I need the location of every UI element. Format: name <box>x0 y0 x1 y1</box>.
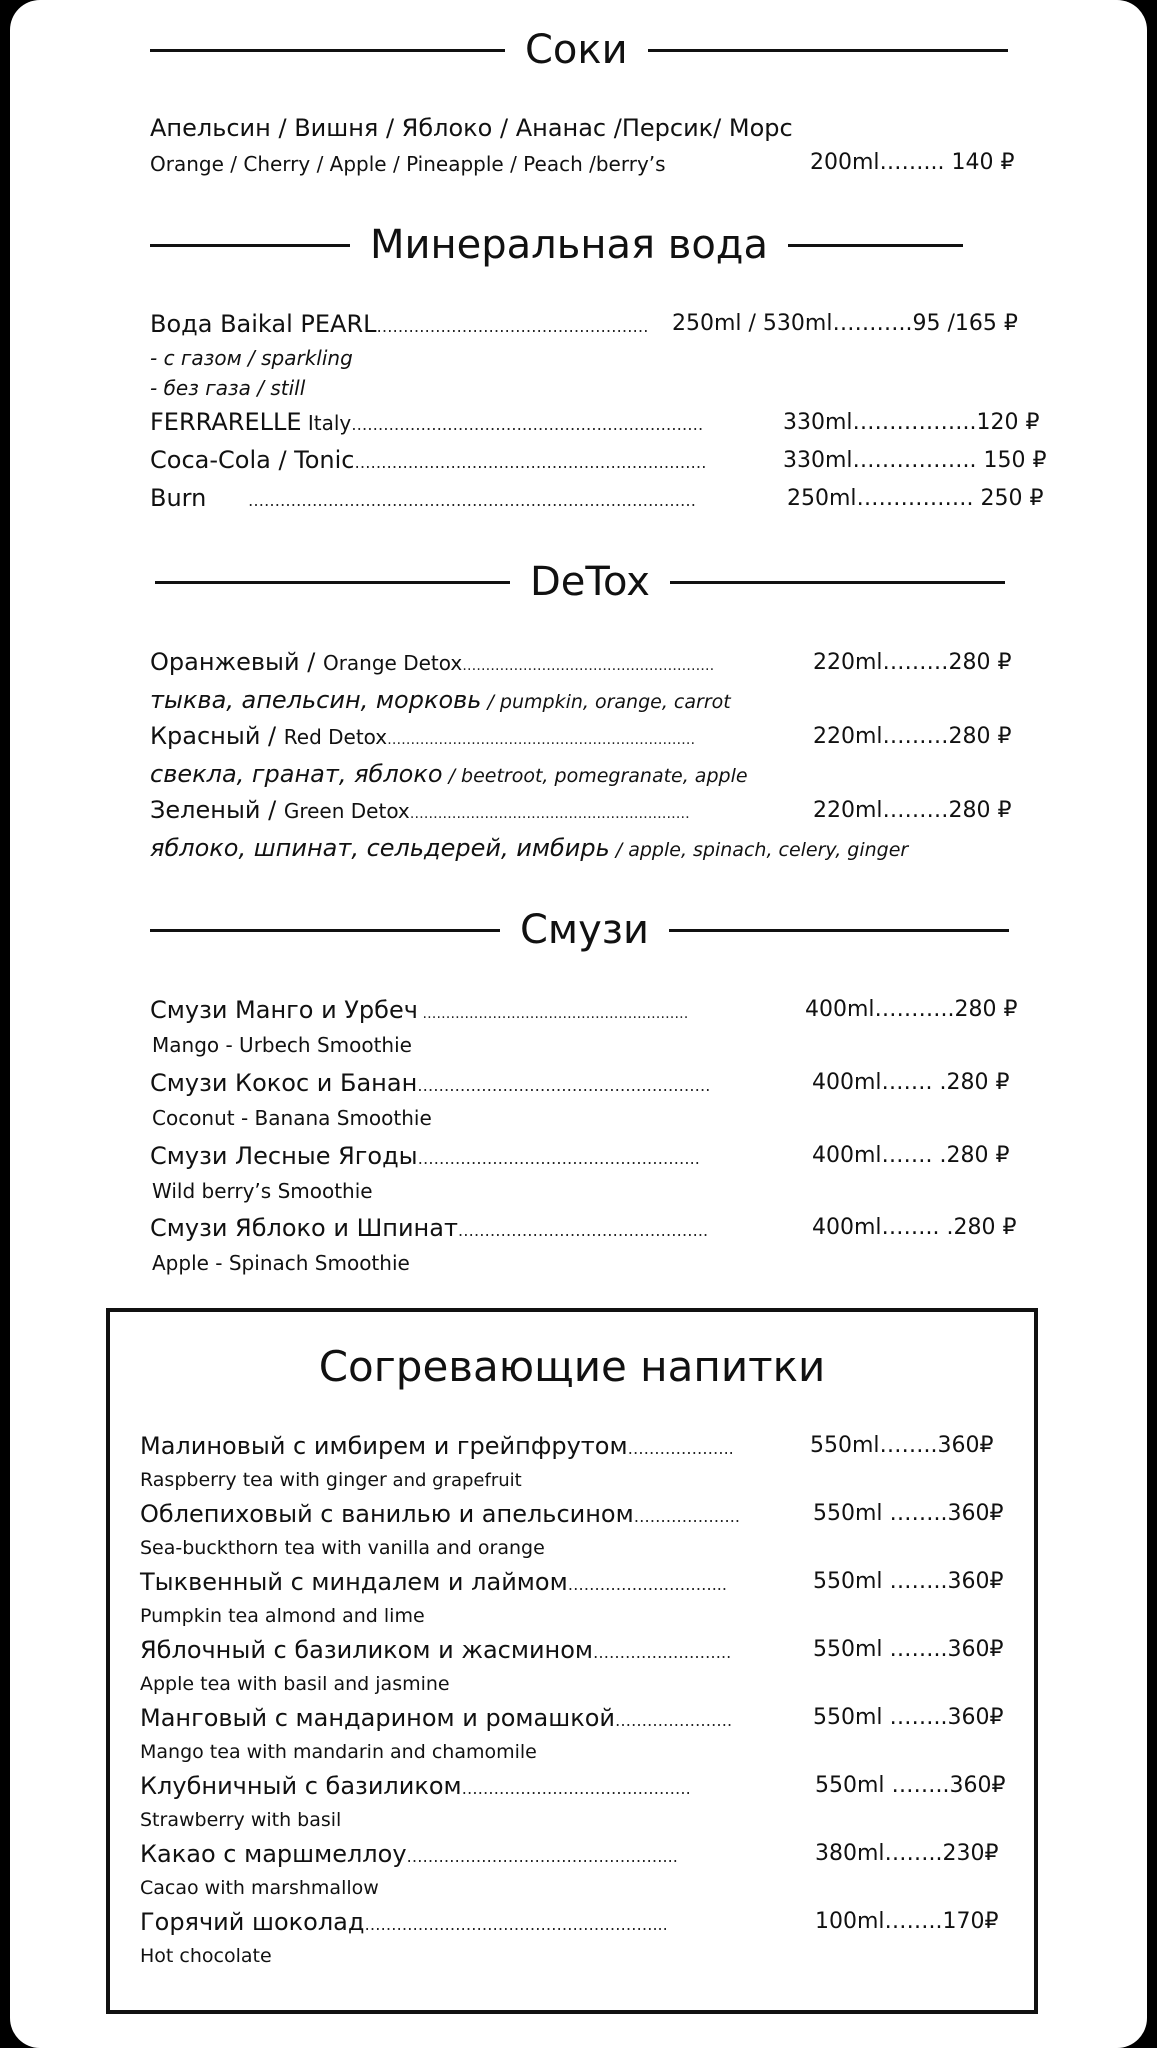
item-price: 400ml……. .280 ₽ <box>812 1143 1010 1168</box>
item-price: 550ml……..360₽ <box>810 1433 994 1458</box>
item-name: Смузи Яблоко и Шпинат <box>150 1214 458 1242</box>
menu-item <box>150 1214 708 1242</box>
heading-rule-right <box>788 244 963 247</box>
heading-rule-right <box>669 929 1009 932</box>
item-price: 550ml ……..360₽ <box>815 1773 1006 1798</box>
menu-item: Малиновый с имбирем и грейпфрутом……………….. <box>140 1432 734 1460</box>
item-origin: Italy <box>301 411 352 435</box>
menu-item: Манговый с мандарином и ромашкой…………………. <box>140 1704 733 1732</box>
leader-dots: ………………………………………………………… <box>387 732 696 748</box>
item-name: FERRARELLE <box>150 408 302 436</box>
menu-item <box>150 996 688 1024</box>
leader-dots: ………………………………………………………………………… <box>248 491 696 510</box>
item-price: 330ml……………..120 ₽ <box>783 410 1040 435</box>
section-heading-detox <box>10 552 1147 612</box>
leader-dots: ………………………………………………………… <box>351 415 704 434</box>
item-price: 550ml ……..360₽ <box>813 1501 1004 1526</box>
section-heading-mineral <box>10 215 1147 275</box>
section-heading-smoothie <box>10 900 1147 960</box>
item-name-en: Raspberry tea with ginger and grapefruit <box>140 1469 522 1491</box>
menu-item <box>150 1069 710 1097</box>
item-name-en: Wild berry’s Smoothie <box>152 1179 373 1203</box>
leader-dots: ………………………………………………… <box>417 1006 689 1022</box>
menu-item <box>150 796 690 824</box>
section-title: Согревающие напитки <box>318 1342 826 1391</box>
juices-list-ru: Апельсин / Вишня / Яблоко / Ананас /Персик/ Морс <box>150 114 793 142</box>
item-name: Смузи Лесные Ягоды <box>150 1142 418 1170</box>
item-name-en: Strawberry with basil <box>140 1809 342 1831</box>
item-ingredients: яблоко, шпинат, сельдерей, имбирь / apple, spinach, celery, ginger <box>150 834 909 862</box>
menu-item: Облепиховый с ванилью и апельсином……………….. <box>140 1500 740 1528</box>
heading-rule-right <box>648 49 1008 52</box>
item-name: Оранжевый / <box>150 648 323 676</box>
item-price: 100ml……..170₽ <box>815 1909 999 1934</box>
item-price: 330ml…………….. 150 ₽ <box>783 448 1047 473</box>
item-name-en: Red Detox <box>283 725 388 749</box>
menu-item <box>150 310 649 338</box>
leader-dots: ……………………………………………… <box>462 658 715 674</box>
menu-item: Тыквенный с миндалем и лаймом………………………... <box>140 1568 727 1596</box>
menu-item <box>150 722 695 750</box>
item-ingredients: тыква, апельсин, морковь / pumpkin, orange, carrot <box>150 686 731 714</box>
item-name-en: Mango tea with mandarin and chamomile <box>140 1741 537 1763</box>
juices-list-en: Orange / Cherry / Apple / Pineapple / Peach /berry’s <box>150 152 666 176</box>
section-title: Соки <box>525 27 628 73</box>
section-heading-juices <box>10 20 1147 80</box>
item-price: 380ml……..230₽ <box>815 1841 999 1866</box>
item-price: 400ml………..280 ₽ <box>805 997 1018 1022</box>
option-sparkling: - с газом / sparkling <box>150 346 353 370</box>
menu-item <box>150 446 707 474</box>
item-ingredients: свекла, гранат, яблоко / beetroot, pomegranate, apple <box>150 760 748 788</box>
leader-dots: ………………………………………………………… <box>354 453 707 472</box>
item-name-en: Cacao with marshmallow <box>140 1877 379 1899</box>
menu-item <box>150 1142 700 1170</box>
menu-item <box>150 408 703 436</box>
heading-rule-right <box>670 581 1005 584</box>
item-name: Зеленый / <box>150 796 284 824</box>
item-price: 400ml…….. .280 ₽ <box>812 1215 1017 1240</box>
item-name-en: Sea-buckthorn tea with vanilla and orange <box>140 1537 545 1559</box>
heading-rule-left <box>150 929 500 932</box>
item-name-en: Coconut - Banana Smoothie <box>152 1106 432 1130</box>
warming-drinks-box <box>106 1308 1038 2014</box>
leader-dots: …………………………………………….. <box>417 1149 700 1168</box>
item-name: Burn <box>150 484 207 512</box>
item-name-en: Green Detox <box>283 799 410 823</box>
item-name-en: Apple - Spinach Smoothie <box>152 1251 410 1275</box>
section-title: DeTox <box>530 559 650 605</box>
leader-dots: …………………………………………………… <box>409 806 690 822</box>
leader-dots: ……………………………………….. <box>457 1221 709 1240</box>
item-price: 550ml ……..360₽ <box>813 1705 1004 1730</box>
menu-item: Горячий шоколад………………………………………………... <box>140 1908 668 1936</box>
menu-item <box>150 648 714 676</box>
item-price: 220ml………280 ₽ <box>813 724 1012 749</box>
section-title: Смузи <box>520 907 650 953</box>
item-price: 220ml………280 ₽ <box>813 798 1012 823</box>
item-name: Смузи Кокос и Банан <box>150 1069 418 1097</box>
item-price: 550ml ……..360₽ <box>813 1569 1004 1594</box>
item-name-en: Hot chocolate <box>140 1945 272 1967</box>
option-still: - без газа / still <box>150 376 306 400</box>
item-price: 400ml……. .280 ₽ <box>812 1070 1010 1095</box>
item-name: Красный / <box>150 722 284 750</box>
menu-item: Яблочный с базиликом и жасмином…………………….. <box>140 1636 732 1664</box>
heading-rule-left <box>155 581 510 584</box>
menu-item: Клубничный с базиликом……………………………………. <box>140 1772 691 1800</box>
leader-dots: …………………………………………… <box>376 317 649 336</box>
item-name: Смузи Манго и Урбеч <box>150 996 418 1024</box>
item-price: 220ml………280 ₽ <box>813 650 1012 675</box>
item-price: 550ml ……..360₽ <box>813 1637 1004 1662</box>
item-price: 250ml / 530ml………..95 /165 ₽ <box>672 311 1018 336</box>
item-name: Coca-Cola / Tonic <box>150 446 355 474</box>
item-name-en: Orange Detox <box>322 651 463 675</box>
heading-rule-left <box>150 49 505 52</box>
item-name: Вода Baikal PEARL <box>150 310 377 338</box>
section-title: Минеральная вода <box>370 222 768 268</box>
leader-dots: ………………………………………………. <box>417 1076 711 1095</box>
item-name-en: Pumpkin tea almond and lime <box>140 1605 425 1627</box>
juices-price: 200ml……... 140 ₽ <box>810 150 1015 175</box>
item-price: 250ml……………. 250 ₽ <box>787 486 1044 511</box>
item-name-en: Mango - Urbech Smoothie <box>152 1033 412 1057</box>
heading-rule-left <box>150 244 350 247</box>
menu-item: Какао с маршмеллоу…………………………………………... <box>140 1840 678 1868</box>
menu-item <box>150 484 206 512</box>
item-name-en: Apple tea with basil and jasmine <box>140 1673 450 1695</box>
